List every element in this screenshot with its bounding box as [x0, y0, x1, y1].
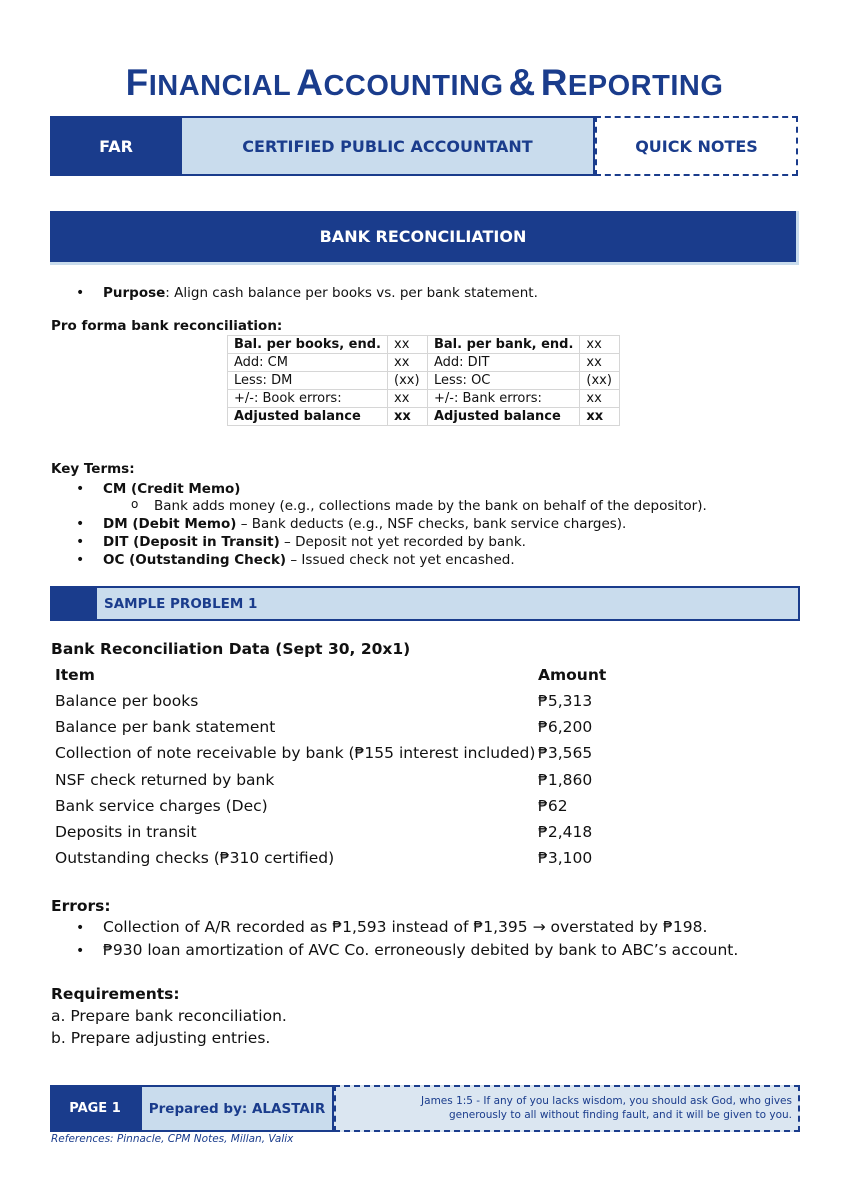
amount-cell: ₱3,565: [538, 744, 593, 762]
title-letter: A: [296, 62, 324, 103]
table-row: [55, 692, 655, 710]
column-header-item: Item: [55, 666, 95, 684]
amount-cell: ₱5,313: [538, 692, 593, 710]
proforma-table: [227, 335, 620, 426]
item-cell: Bank service charges (Dec): [55, 797, 268, 815]
requirement-a: a. Prepare bank reconciliation.: [51, 1007, 287, 1025]
title-word: EPORTING: [567, 70, 724, 102]
proforma-title: Pro forma bank reconciliation:: [51, 318, 283, 334]
sample-problem-marker: [52, 588, 97, 619]
bank-data-title: Bank Reconciliation Data (Sept 30, 20x1): [51, 640, 411, 658]
term-text: – Deposit not yet recorded by bank.: [279, 534, 526, 550]
bullet-icon: •: [76, 534, 85, 550]
title-ampersand: &: [508, 62, 536, 103]
references: References: Pinnacle, CPM Notes, Millan, Valix: [51, 1133, 294, 1145]
amount-cell: ₱2,418: [538, 823, 593, 841]
requirements-title: Requirements:: [51, 985, 180, 1003]
title-letter: F: [125, 62, 149, 103]
table-cell: xx: [580, 390, 620, 408]
purpose-text: : Align cash balance per books vs. per bank statement.: [165, 285, 538, 301]
purpose-line: [103, 285, 538, 301]
bullet-icon: •: [76, 285, 85, 301]
table-row: [228, 336, 620, 354]
table-cell: Adjusted balance: [428, 408, 580, 426]
table-header-row: [55, 666, 655, 684]
sample-problem-label: SAMPLE PROBLEM 1: [104, 596, 258, 612]
prepared-by: Prepared by: ALASTAIR: [140, 1085, 334, 1132]
cpa-label: CERTIFIED PUBLIC ACCOUNTANT: [182, 116, 595, 176]
table-row: [55, 744, 655, 762]
item-cell: Outstanding checks (₱310 certified): [55, 849, 335, 867]
table-cell: xx: [580, 354, 620, 372]
table-row: [228, 408, 620, 426]
item-cell: Balance per bank statement: [55, 718, 276, 736]
table-row: [55, 771, 655, 789]
item-cell: Deposits in transit: [55, 823, 197, 841]
table-cell: Less: OC: [428, 372, 580, 390]
key-terms-title: Key Terms:: [51, 461, 135, 477]
quick-notes-label: QUICK NOTES: [595, 116, 798, 176]
section-heading: BANK RECONCILIATION: [50, 211, 799, 265]
table-row: [228, 354, 620, 372]
table-cell: Add: DIT: [428, 354, 580, 372]
bullet-icon: •: [76, 481, 85, 497]
table-cell: xx: [580, 336, 620, 354]
verse-line: generously to all without finding fault, and it will be given to you.: [448, 1108, 792, 1121]
item-cell: Collection of note receivable by bank (₱155 interest included): [55, 744, 536, 762]
term-dm: [103, 516, 626, 532]
amount-cell: ₱6,200: [538, 718, 593, 736]
table-row: [55, 718, 655, 736]
bullet-icon: •: [76, 516, 85, 532]
errors-title: Errors:: [51, 897, 111, 915]
table-cell: (xx): [580, 372, 620, 390]
page-number: PAGE 1: [50, 1085, 140, 1132]
term-cm-description: Bank adds money (e.g., collections made by the bank on behalf of the depositor).: [154, 498, 707, 514]
table-row: [55, 823, 655, 841]
far-badge: FAR: [50, 116, 182, 176]
term-text: – Issued check not yet encashed.: [286, 552, 515, 568]
term-cm: [103, 481, 240, 497]
term-label: DM (Debit Memo): [103, 516, 237, 532]
bullet-icon: •: [76, 552, 85, 568]
term-label: OC (Outstanding Check): [103, 552, 287, 568]
table-cell: +/-: Bank errors:: [428, 390, 580, 408]
title-word: CCOUNTING: [323, 70, 504, 102]
title-letter: R: [540, 62, 568, 103]
verse-line: James 1:5 - If any of you lacks wisdom, you should ask God, who gives: [421, 1095, 792, 1107]
table-cell: Add: CM: [228, 354, 388, 372]
table-cell: Bal. per bank, end.: [428, 336, 580, 354]
table-row: [228, 390, 620, 408]
bullet-icon: •: [76, 920, 85, 936]
requirement-b: b. Prepare adjusting entries.: [51, 1029, 271, 1047]
item-cell: NSF check returned by bank: [55, 771, 275, 789]
term-text: – Bank deducts (e.g., NSF checks, bank service charges).: [236, 516, 627, 532]
sample-problem-bar: [50, 586, 800, 621]
page-title: [0, 62, 849, 104]
table-cell: (xx): [388, 372, 428, 390]
table-cell: xx: [388, 390, 428, 408]
error-item: Collection of A/R recorded as ₱1,593 instead of ₱1,395 → overstated by ₱198.: [103, 918, 708, 936]
table-cell: Adjusted balance: [228, 408, 388, 426]
table-cell: Less: DM: [228, 372, 388, 390]
column-header-amount: Amount: [538, 666, 607, 684]
amount-cell: ₱62: [538, 797, 568, 815]
amount-cell: ₱3,100: [538, 849, 593, 867]
table-cell: xx: [388, 354, 428, 372]
table-cell: +/-: Book errors:: [228, 390, 388, 408]
term-label: CM (Credit Memo): [103, 481, 241, 497]
title-word: INANCIAL: [148, 70, 292, 102]
purpose-label: Purpose: [103, 285, 166, 301]
term-dit: [103, 534, 526, 550]
table-cell: Bal. per books, end.: [228, 336, 388, 354]
table-row: [55, 849, 655, 867]
amount-cell: ₱1,860: [538, 771, 593, 789]
bullet-icon: •: [76, 943, 85, 959]
header-band: [50, 116, 798, 176]
item-cell: Balance per books: [55, 692, 199, 710]
table-row: [55, 797, 655, 815]
bible-verse: [334, 1085, 800, 1132]
term-oc: [103, 552, 515, 568]
sub-bullet-icon: o: [131, 497, 139, 511]
error-item: ₱930 loan amortization of AVC Co. erroneously debited by bank to ABC’s account.: [103, 941, 739, 959]
term-label: DIT (Deposit in Transit): [103, 534, 280, 550]
table-cell: xx: [388, 408, 428, 426]
footer: [50, 1085, 800, 1132]
table-row: [228, 372, 620, 390]
table-cell: xx: [580, 408, 620, 426]
table-cell: xx: [388, 336, 428, 354]
